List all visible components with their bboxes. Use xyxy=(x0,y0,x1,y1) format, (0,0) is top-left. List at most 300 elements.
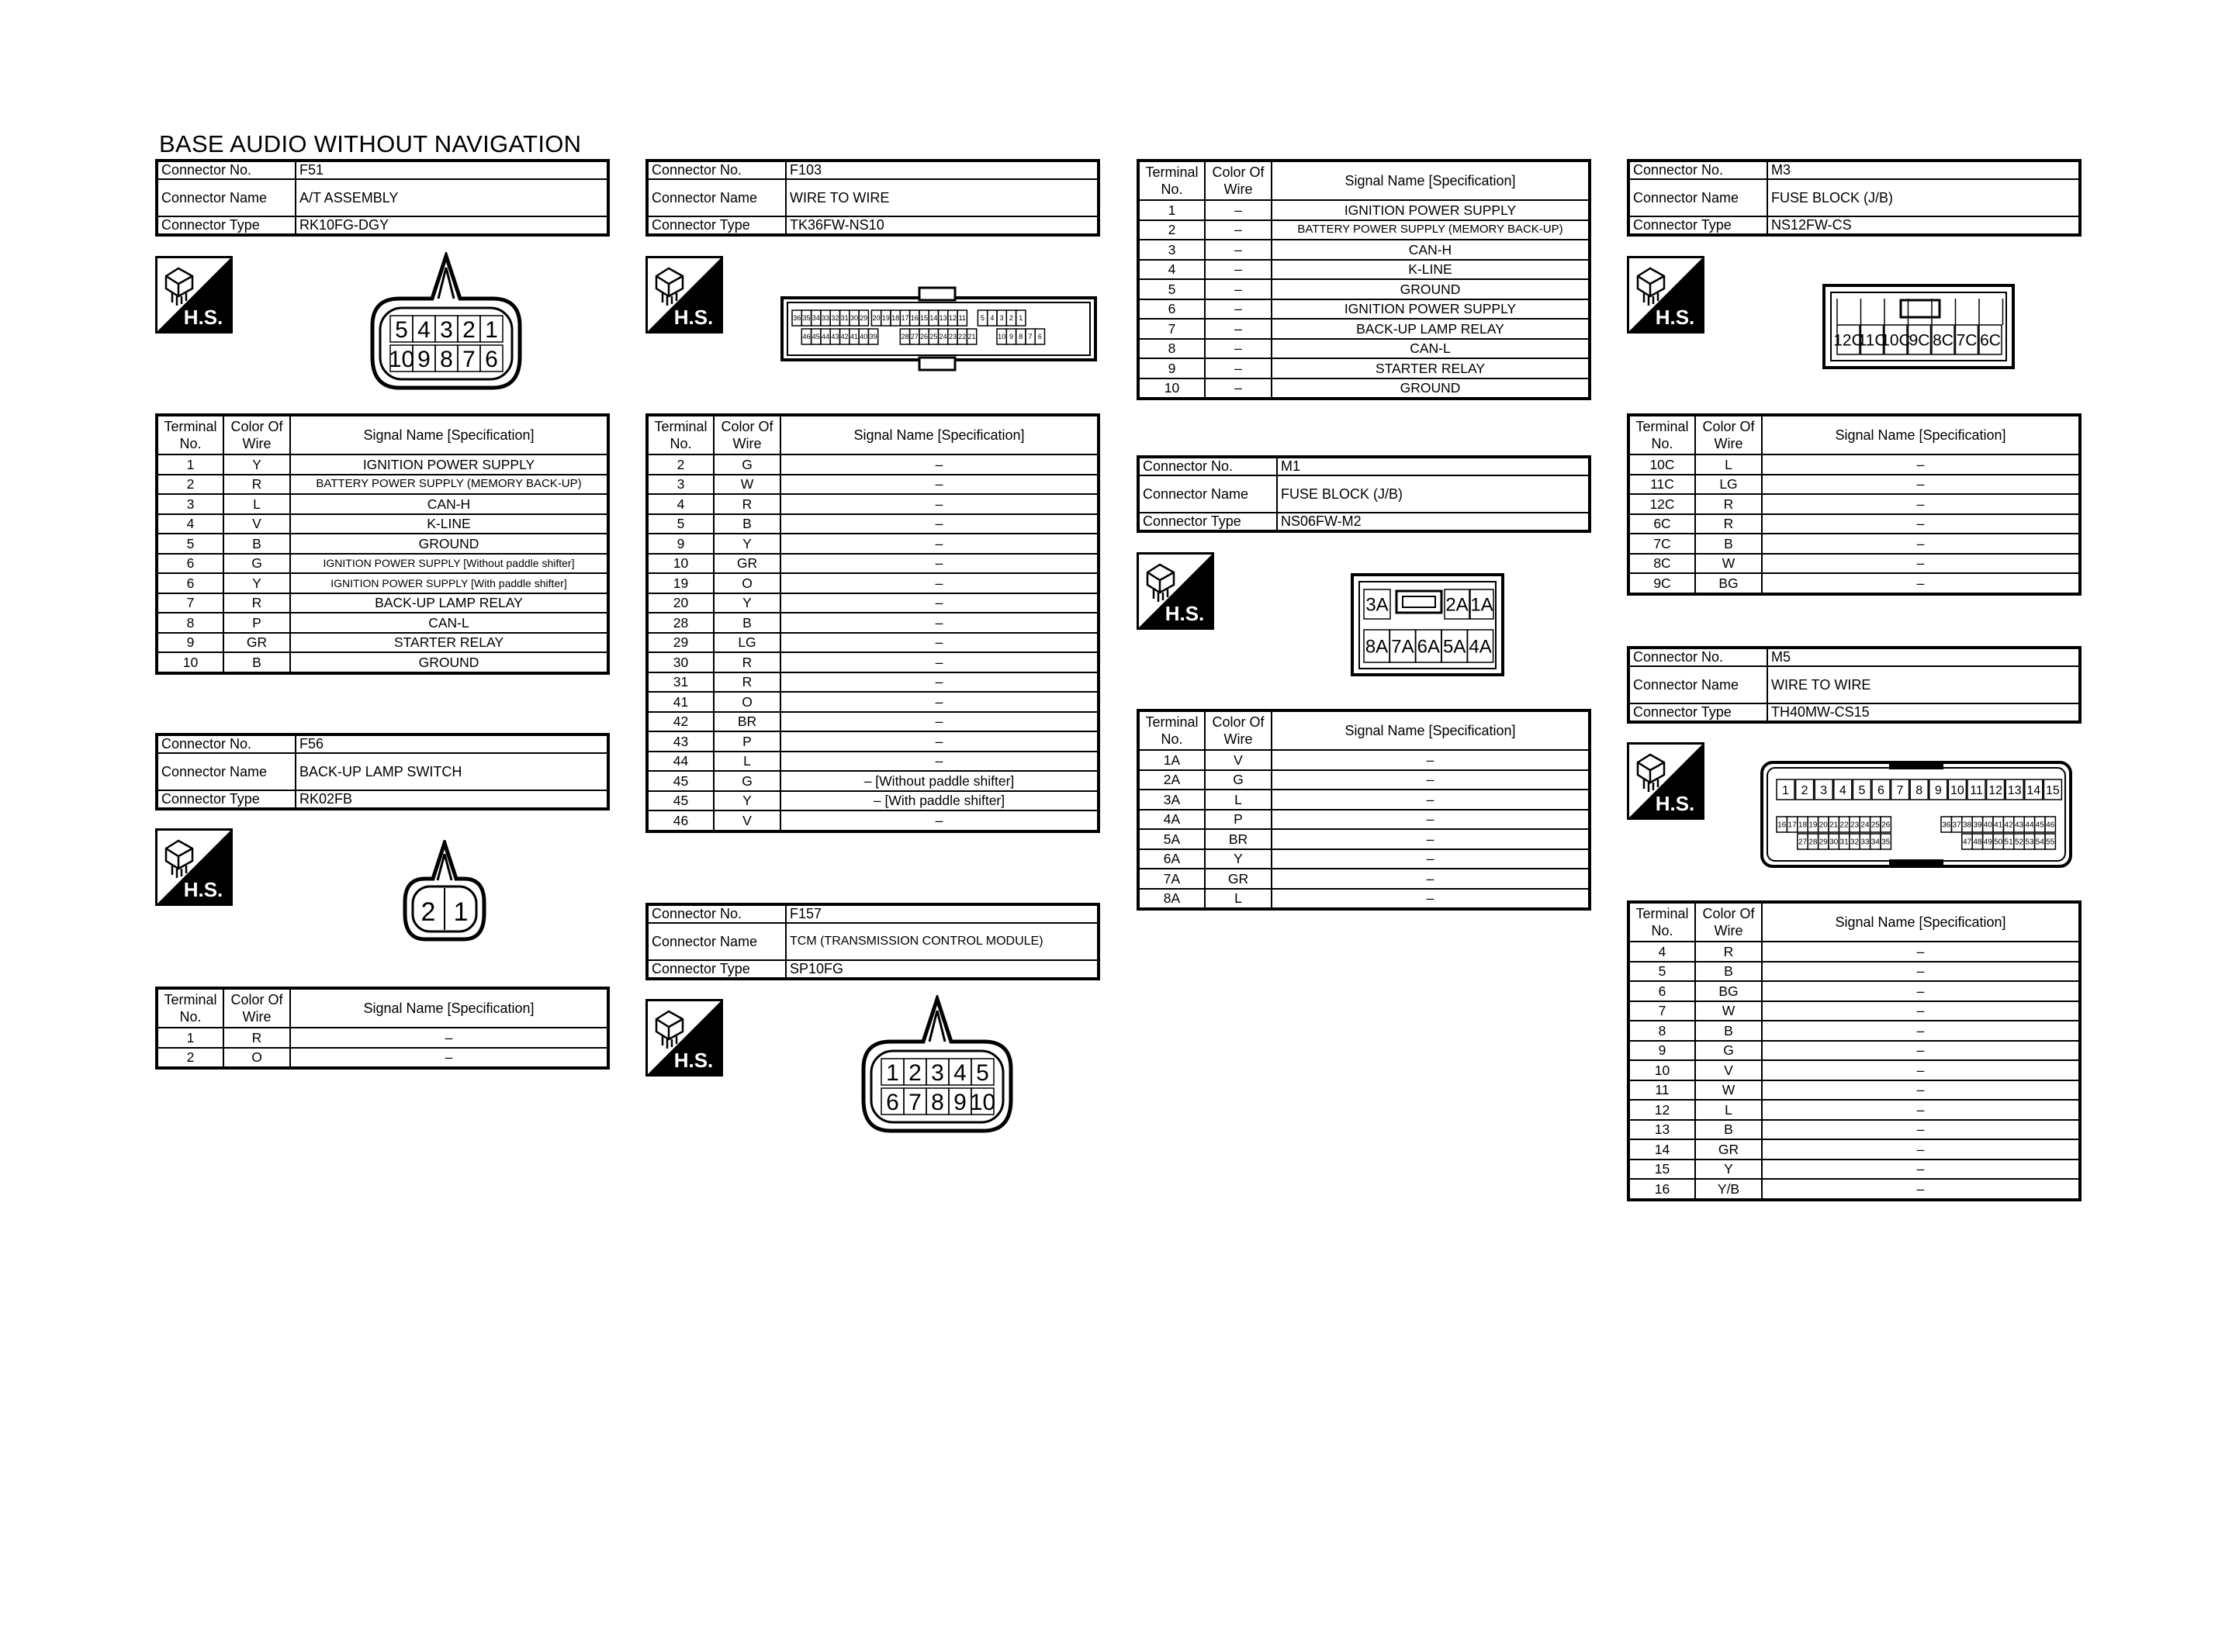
signal-name-cell: – xyxy=(1762,454,2080,475)
f51-pin-1: 1 xyxy=(485,316,498,343)
f103-connector-no-label: Connector No. xyxy=(647,161,786,179)
m5-pin-26: 26 xyxy=(1881,821,1891,830)
terminal-no-cell: 11 xyxy=(1628,1080,1695,1101)
terminal-no-cell: 19 xyxy=(647,573,714,593)
signal-name-header: Signal Name [Specification] xyxy=(1762,415,2080,454)
terminal-no-cell: 20 xyxy=(647,593,714,613)
terminal-no-cell: 5A xyxy=(1138,829,1205,849)
signal-name-header: Signal Name [Specification] xyxy=(1272,710,1590,750)
m5-pin-11: 11 xyxy=(1970,783,1983,797)
wire-color-cell: GR xyxy=(1695,1139,1762,1160)
table-row xyxy=(647,554,1099,574)
signal-name-cell: – xyxy=(1762,981,2080,1001)
f56-terminal-table xyxy=(155,987,610,1070)
terminal-no-header: Terminal No. xyxy=(1138,161,1205,200)
wire-color-cell: B xyxy=(1695,534,1762,554)
terminal-no-cell: 2 xyxy=(647,454,714,475)
m1-pin-7A: 7A xyxy=(1391,636,1414,658)
m5-pin-33: 33 xyxy=(1860,838,1870,847)
terminal-no-cell: 4 xyxy=(647,494,714,514)
hs-icon xyxy=(1137,552,1214,630)
wire-color-cell: P xyxy=(1205,810,1272,830)
terminal-no-cell: 45 xyxy=(647,771,714,791)
terminal-no-cell: 8 xyxy=(157,613,223,633)
f51-connector-no-label: Connector No. xyxy=(157,161,296,179)
terminal-no-cell: 9 xyxy=(647,534,714,554)
f103-pin-11: 11 xyxy=(958,314,966,323)
terminal-no-cell: 8C xyxy=(1628,554,1695,574)
table-row xyxy=(647,593,1099,613)
table-row xyxy=(1138,889,1590,910)
signal-name-cell: – xyxy=(1762,1001,2080,1021)
signal-name-cell: BATTERY POWER SUPPLY (MEMORY BACK-UP) xyxy=(1272,220,1590,240)
f103-pin-35: 35 xyxy=(802,314,811,323)
terminal-no-cell: 44 xyxy=(647,752,714,772)
terminal-no-cell: 7C xyxy=(1628,534,1695,554)
table-row xyxy=(1138,869,1590,889)
wire-color-cell: Y xyxy=(1205,849,1272,869)
signal-name-cell: – xyxy=(1762,1120,2080,1140)
signal-name-cell: – xyxy=(1762,1041,2080,1061)
terminal-no-header: Terminal No. xyxy=(1628,415,1695,454)
f51-connector-name-label: Connector Name xyxy=(157,179,296,216)
wire-color-cell: GR xyxy=(223,633,290,653)
signal-name-cell: STARTER RELAY xyxy=(1272,358,1590,378)
m5-pin-40: 40 xyxy=(1983,821,1992,830)
m5-pin-31: 31 xyxy=(1839,838,1849,847)
f103-pin-10: 10 xyxy=(998,333,1006,341)
terminal-no-cell: 3 xyxy=(647,475,714,495)
f157-header-table xyxy=(645,903,1100,980)
signal-name-cell: – xyxy=(780,752,1099,772)
signal-name-cell: – xyxy=(780,712,1099,732)
terminal-no-cell: 4A xyxy=(1138,810,1205,830)
wire-color-cell: B xyxy=(1695,1120,1762,1140)
wire-color-cell: B xyxy=(223,652,290,673)
terminal-no-header: Terminal No. xyxy=(647,415,714,454)
wire-color-cell: G xyxy=(1695,1041,1762,1061)
signal-name-cell: – xyxy=(1762,1160,2080,1180)
m5-pin-6: 6 xyxy=(1877,783,1884,797)
table-row xyxy=(157,633,608,653)
hs-icon xyxy=(1627,742,1704,820)
table-row xyxy=(1138,378,1590,399)
signal-name-cell: – xyxy=(780,731,1099,752)
f103-pin-28: 28 xyxy=(901,333,909,341)
wire-color-cell: Y xyxy=(223,573,290,593)
m5-pin-7: 7 xyxy=(1896,783,1904,797)
f103-pin-16: 16 xyxy=(910,314,919,323)
f157-pin-8: 8 xyxy=(931,1089,944,1115)
signal-name-cell: – xyxy=(780,554,1099,574)
f56-pin-2: 2 xyxy=(420,897,436,927)
signal-name-cell: – xyxy=(780,573,1099,593)
signal-name-cell: GROUND xyxy=(1272,378,1590,399)
table-row xyxy=(647,731,1099,752)
wire-color-cell: V xyxy=(1205,750,1272,770)
m5-pin-39: 39 xyxy=(1973,821,1982,830)
table-row xyxy=(647,712,1099,732)
terminal-no-cell: 6 xyxy=(1628,981,1695,1001)
f157-connector-type-label: Connector Type xyxy=(647,960,786,979)
m3-header-table xyxy=(1627,159,2082,237)
m5-connector-name-label: Connector Name xyxy=(1628,666,1767,703)
m5-pin-48: 48 xyxy=(1973,838,1982,847)
f157-pin-6: 6 xyxy=(886,1089,899,1115)
signal-name-cell: CAN-H xyxy=(290,494,608,514)
f103-pin-30: 30 xyxy=(850,314,858,323)
wire-color-cell: – xyxy=(1205,378,1272,399)
m5-pin-21: 21 xyxy=(1829,821,1839,830)
m5-pin-19: 19 xyxy=(1808,821,1818,830)
table-row xyxy=(1628,1100,2080,1120)
terminal-no-cell: 5 xyxy=(1628,962,1695,982)
color-of-wire-header: Color Of Wire xyxy=(1695,415,1762,454)
hs-label: H.S. xyxy=(1164,602,1205,625)
m5-pin-36: 36 xyxy=(1942,821,1951,830)
m3-pin-11C: 11C xyxy=(1857,331,1887,350)
color-of-wire-header: Color Of Wire xyxy=(714,415,780,454)
wire-color-cell: R xyxy=(223,1028,290,1048)
f103-pin-25: 25 xyxy=(929,333,938,341)
wire-color-cell: GR xyxy=(1205,869,1272,889)
f157-pin-3: 3 xyxy=(931,1059,944,1086)
f51-pin-3: 3 xyxy=(440,316,453,343)
m5-pin-1: 1 xyxy=(1782,783,1789,797)
signal-name-cell: – xyxy=(1762,1179,2080,1200)
hs-icon xyxy=(645,256,723,334)
f103-pin-41: 41 xyxy=(850,333,858,341)
table-row xyxy=(647,791,1099,811)
f103-pin-23: 23 xyxy=(948,333,957,341)
table-row xyxy=(1628,475,2080,495)
table-row xyxy=(1628,1060,2080,1080)
terminal-no-cell: 4 xyxy=(1138,260,1205,280)
m5-pin-32: 32 xyxy=(1850,838,1860,847)
f103-connector-type: TK36FW-NS10 xyxy=(786,216,1099,235)
table-row xyxy=(1138,829,1590,849)
f103-pin-24: 24 xyxy=(939,333,947,341)
signal-name-header: Signal Name [Specification] xyxy=(780,415,1099,454)
m3-connector-type-label: Connector Type xyxy=(1628,216,1767,235)
wire-color-cell: L xyxy=(1205,889,1272,910)
m5-pin-22: 22 xyxy=(1839,821,1849,830)
f103-pin-2: 2 xyxy=(1009,314,1013,323)
f103-pin-9: 9 xyxy=(1009,333,1013,341)
wire-color-cell: L xyxy=(1695,454,1762,475)
f51-terminal-table xyxy=(155,413,610,675)
terminal-no-cell: 10 xyxy=(1138,378,1205,399)
f51-pin-10: 10 xyxy=(388,346,415,372)
f103-pin-17: 17 xyxy=(901,314,909,323)
m3-pin-6C: 6C xyxy=(1980,331,2001,350)
table-row xyxy=(1138,260,1590,280)
f103-pin-34: 34 xyxy=(812,314,820,323)
table-row xyxy=(647,514,1099,534)
terminal-no-cell: 28 xyxy=(647,613,714,633)
m5-pin-8: 8 xyxy=(1915,783,1923,797)
wire-color-cell: G xyxy=(714,454,780,475)
m1-header-table xyxy=(1137,455,1591,533)
hs-icon xyxy=(645,999,723,1077)
m3-connector-name: FUSE BLOCK (J/B) xyxy=(1767,179,2080,216)
wire-color-cell: – xyxy=(1205,260,1272,280)
signal-name-cell: – xyxy=(780,613,1099,633)
f56-connector-type-label: Connector Type xyxy=(157,790,296,809)
terminal-no-cell: 46 xyxy=(647,810,714,831)
signal-name-cell: GROUND xyxy=(290,534,608,554)
terminal-no-cell: 7A xyxy=(1138,869,1205,889)
wire-color-cell: B xyxy=(1695,1021,1762,1041)
f157-pin-5: 5 xyxy=(976,1059,989,1086)
terminal-no-cell: 9C xyxy=(1628,573,1695,594)
signal-name-cell: – xyxy=(1762,514,2080,534)
wire-color-cell: R xyxy=(714,652,780,672)
signal-name-cell: K-LINE xyxy=(290,514,608,534)
f103-pin-18: 18 xyxy=(891,314,900,323)
table-row xyxy=(157,1048,608,1069)
terminal-no-cell: 29 xyxy=(647,633,714,653)
wire-color-cell: P xyxy=(223,613,290,633)
f103-pin-27: 27 xyxy=(910,333,919,341)
signal-name-cell: BACK-UP LAMP RELAY xyxy=(1272,319,1590,339)
table-row xyxy=(647,613,1099,633)
terminal-no-cell: 1 xyxy=(157,454,223,475)
table-row xyxy=(1138,358,1590,378)
wire-color-cell: R xyxy=(1695,514,1762,534)
table-row xyxy=(647,475,1099,495)
f103-pin-4: 4 xyxy=(990,314,995,323)
table-row xyxy=(157,613,608,633)
hs-label: H.S. xyxy=(183,878,223,901)
m1-connector-no-label: Connector No. xyxy=(1138,457,1277,475)
signal-name-cell: GROUND xyxy=(1272,279,1590,299)
signal-name-cell: – xyxy=(780,672,1099,693)
wire-color-cell: O xyxy=(223,1048,290,1069)
f103-pin-39: 39 xyxy=(869,333,877,341)
hs-label: H.S. xyxy=(1655,792,1695,815)
m5-pin-4: 4 xyxy=(1839,783,1846,797)
signal-name-header: Signal Name [Specification] xyxy=(1762,902,2080,942)
m5-pin-50: 50 xyxy=(1994,838,2003,847)
hs-icon xyxy=(155,256,233,334)
wire-color-cell: G xyxy=(223,554,290,574)
table-row xyxy=(1138,849,1590,869)
table-row xyxy=(1138,790,1590,810)
table-row xyxy=(1628,1160,2080,1180)
signal-name-cell: – xyxy=(1272,829,1590,849)
m5-connector-type: TH40MW-CS15 xyxy=(1767,703,2080,722)
signal-name-cell: – xyxy=(1272,750,1590,770)
terminal-no-cell: 13 xyxy=(1628,1120,1695,1140)
terminal-no-header: Terminal No. xyxy=(157,415,223,454)
wire-color-cell: Y xyxy=(223,454,290,475)
terminal-no-cell: 11C xyxy=(1628,475,1695,495)
m5-pin-5: 5 xyxy=(1858,783,1866,797)
signal-name-cell: IGNITION POWER SUPPLY xyxy=(1272,299,1590,320)
m1-pin-4A: 4A xyxy=(1469,636,1492,658)
table-row xyxy=(647,573,1099,593)
signal-name-cell: – xyxy=(1762,942,2080,962)
terminal-no-cell: 41 xyxy=(647,692,714,712)
m5-connector-no-label: Connector No. xyxy=(1628,648,1767,666)
table-row xyxy=(1138,750,1590,770)
wire-color-cell: G xyxy=(714,771,780,791)
m5-pin-45: 45 xyxy=(2035,821,2044,830)
m5-pin-12: 12 xyxy=(1988,783,2002,797)
signal-name-cell: STARTER RELAY xyxy=(290,633,608,653)
table-row xyxy=(647,633,1099,653)
wire-color-cell: L xyxy=(1205,790,1272,810)
color-of-wire-header: Color Of Wire xyxy=(1205,710,1272,750)
terminal-no-cell: 9 xyxy=(157,633,223,653)
f103-pin-40: 40 xyxy=(860,333,868,341)
wire-color-cell: B xyxy=(1695,962,1762,982)
m5-pin-25: 25 xyxy=(1870,821,1880,830)
f103-pin-8: 8 xyxy=(1019,333,1023,341)
f103-pin-43: 43 xyxy=(831,333,839,341)
table-row xyxy=(647,652,1099,672)
signal-name-cell: GROUND xyxy=(290,652,608,673)
table-row xyxy=(1138,200,1590,220)
m5-pin-29: 29 xyxy=(1819,838,1828,847)
m1-connector-type-label: Connector Type xyxy=(1138,513,1277,531)
m5-pin-52: 52 xyxy=(2014,838,2024,847)
f157-connector-diagram xyxy=(860,995,1015,1135)
terminal-no-cell: 2 xyxy=(157,1048,223,1069)
hs-label: H.S. xyxy=(183,306,223,329)
f157-connector-no: F157 xyxy=(786,904,1099,923)
table-row xyxy=(1628,942,2080,962)
m3-pin-12C: 12C xyxy=(1833,331,1864,350)
terminal-no-cell: 16 xyxy=(1628,1179,1695,1200)
table-row xyxy=(1628,494,2080,514)
m1-pin-3A: 3A xyxy=(1365,594,1389,616)
terminal-no-cell: 42 xyxy=(647,712,714,732)
m1-connector-no: M1 xyxy=(1277,457,1590,475)
f51-connector-type-label: Connector Type xyxy=(157,216,296,235)
table-row xyxy=(1628,534,2080,554)
wire-color-cell: R xyxy=(714,494,780,514)
signal-name-cell: – xyxy=(780,652,1099,672)
f51-pin-7: 7 xyxy=(462,346,476,372)
m3-pin-9C: 9C xyxy=(1909,331,1930,350)
table-row xyxy=(1138,810,1590,830)
signal-name-header: Signal Name [Specification] xyxy=(290,415,608,454)
signal-name-cell: CAN-L xyxy=(290,613,608,633)
signal-name-cell: IGNITION POWER SUPPLY xyxy=(1272,200,1590,220)
signal-name-cell: – xyxy=(780,633,1099,653)
f56-connector-name-label: Connector Name xyxy=(157,753,296,790)
terminal-no-cell: 6 xyxy=(157,554,223,574)
m5-pin-14: 14 xyxy=(2026,783,2041,797)
f56-connector-no: F56 xyxy=(296,734,608,753)
terminal-no-cell: 8 xyxy=(1628,1021,1695,1041)
hs-icon xyxy=(1627,256,1704,334)
table-row xyxy=(157,573,608,593)
wire-color-cell: BR xyxy=(714,712,780,732)
signal-name-cell: IGNITION POWER SUPPLY xyxy=(290,454,608,475)
wire-color-cell: L xyxy=(714,752,780,772)
signal-name-cell: – xyxy=(780,534,1099,554)
f51-pin-4: 4 xyxy=(417,316,431,343)
m1-connector-name-label: Connector Name xyxy=(1138,475,1277,513)
m5-pin-3: 3 xyxy=(1820,783,1828,797)
f103-header-table xyxy=(645,159,1100,237)
signal-name-cell: CAN-H xyxy=(1272,240,1590,260)
wire-color-cell: W xyxy=(1695,554,1762,574)
table-row xyxy=(1138,770,1590,790)
m3-connector-no-label: Connector No. xyxy=(1628,161,1767,179)
hs-label: H.S. xyxy=(673,1049,714,1072)
m5-connector-no: M5 xyxy=(1767,648,2080,666)
wire-color-cell: L xyxy=(1695,1100,1762,1120)
signal-name-cell: – xyxy=(780,454,1099,475)
signal-name-cell: – xyxy=(780,810,1099,831)
terminal-no-cell: 2 xyxy=(1138,220,1205,240)
f103-pin-29: 29 xyxy=(860,314,868,323)
terminal-no-cell: 10 xyxy=(1628,1060,1695,1080)
hs-icon xyxy=(155,828,233,906)
table-row xyxy=(1628,1139,2080,1160)
f157-pin-4: 4 xyxy=(953,1059,967,1086)
table-row xyxy=(1628,554,2080,574)
wire-color-cell: – xyxy=(1205,358,1272,378)
terminal-no-cell: 1A xyxy=(1138,750,1205,770)
m5-header-table xyxy=(1627,646,2082,724)
table-row xyxy=(157,534,608,554)
terminal-no-cell: 12 xyxy=(1628,1100,1695,1120)
wire-color-cell: P xyxy=(714,731,780,752)
wire-color-cell: L xyxy=(223,494,290,514)
signal-name-header: Signal Name [Specification] xyxy=(1272,161,1590,200)
signal-name-cell: – xyxy=(1762,534,2080,554)
f157-pin-9: 9 xyxy=(953,1089,967,1115)
wire-color-cell: V xyxy=(223,514,290,534)
f103-terminal-table xyxy=(645,413,1100,833)
signal-name-cell: – xyxy=(1762,573,2080,594)
signal-name-cell: – [With paddle shifter] xyxy=(780,791,1099,811)
wire-color-cell: O xyxy=(714,692,780,712)
wire-color-cell: – xyxy=(1205,299,1272,320)
f51-connector-no: F51 xyxy=(296,161,608,179)
table-row xyxy=(647,534,1099,554)
table-row xyxy=(157,514,608,534)
m5-pin-46: 46 xyxy=(2046,821,2055,830)
f51-pin-2: 2 xyxy=(462,316,476,343)
f157-pin-7: 7 xyxy=(908,1089,922,1115)
signal-name-cell: – xyxy=(780,593,1099,613)
signal-name-cell: – xyxy=(1762,1080,2080,1101)
m1-connector-diagram xyxy=(1350,572,1505,677)
signal-name-cell: – xyxy=(1762,1021,2080,1041)
wire-color-cell: LG xyxy=(714,633,780,653)
f51-connector-name: A/T ASSEMBLY xyxy=(296,179,608,216)
terminal-no-cell: 45 xyxy=(647,791,714,811)
f51-pin-9: 9 xyxy=(417,346,431,372)
wire-color-cell: BG xyxy=(1695,573,1762,594)
m5-pin-24: 24 xyxy=(1860,821,1870,830)
table-row xyxy=(1628,981,2080,1001)
table-row xyxy=(157,454,608,475)
m3-connector-no: M3 xyxy=(1767,161,2080,179)
wire-color-cell: GR xyxy=(714,554,780,574)
m3-pin-10C: 10C xyxy=(1881,331,1911,350)
m3-pin-7C: 7C xyxy=(1956,331,1978,350)
wire-color-cell: B xyxy=(714,514,780,534)
signal-name-cell: BACK-UP LAMP RELAY xyxy=(290,593,608,613)
wire-color-cell: – xyxy=(1205,279,1272,299)
